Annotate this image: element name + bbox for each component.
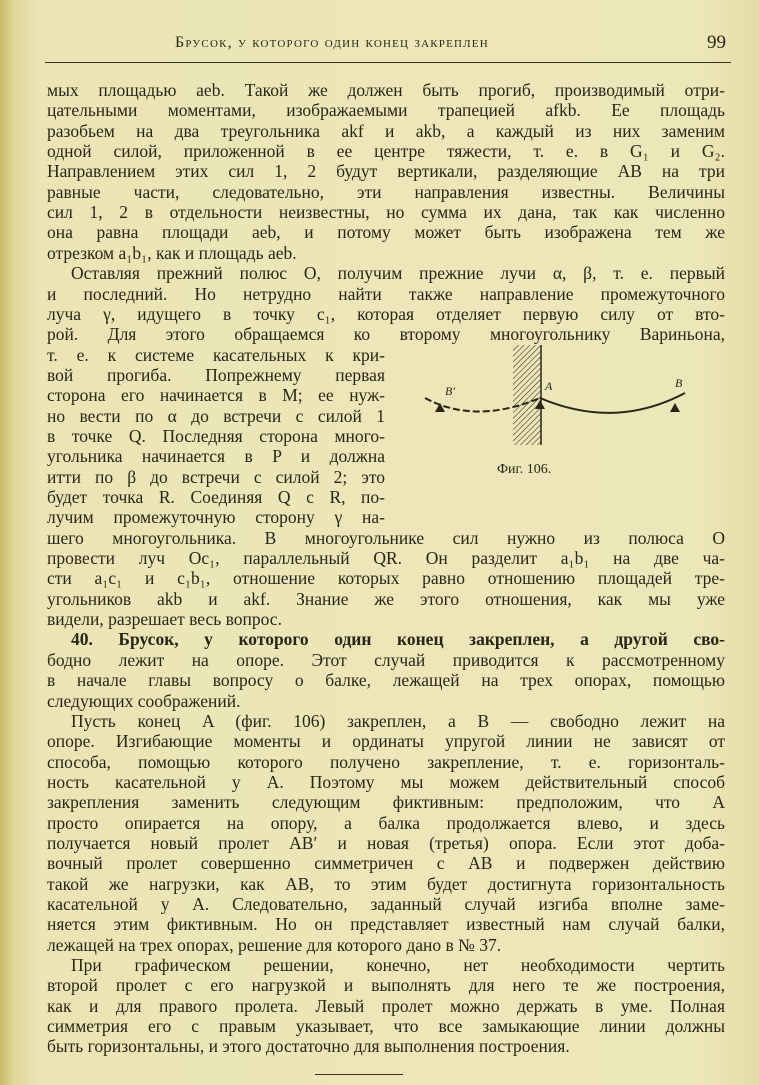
text-line: лучим промежуточную сторону γ на- <box>47 507 385 528</box>
label-a: A <box>545 379 553 393</box>
text-line: симметрия его с правым указывает, что все замыкающие линии должны <box>47 1016 725 1037</box>
text-line: способа, помощью которого получено закрепление, т. е. горизонталь- <box>47 751 725 772</box>
label-b-prime: B′ <box>445 384 455 398</box>
text-line: вой прогиба. Попрежнему первая <box>47 364 385 385</box>
figure-106-beam-diagram <box>415 335 715 485</box>
figure-caption: Фиг. 106. <box>497 462 552 477</box>
text-line: опоре. Изгибающие моменты и ординаты упругой линии не зависят от <box>47 731 725 752</box>
text-line: угольников akb и akf. Знание же этого отношения, как мы уже <box>47 588 725 609</box>
text-line: получается новый пролет AB′ и новая (третья) опора. Если этот доба- <box>47 832 725 853</box>
text-line: 40. Брусок, у которого один конец закреплен, а другой сво- <box>71 629 725 650</box>
text-line: быть горизонтальны, и этого достаточно для выполнения построения. <box>47 1036 570 1057</box>
text-line: равные части, следовательно, эти направления известны. Величины <box>47 181 725 202</box>
end-rule <box>315 1074 403 1075</box>
text-line: При графическом решении, конечно, нет необходимости чертить <box>71 955 725 976</box>
elastic-line-curve <box>540 393 685 413</box>
text-line: но вести по α до встречи с силой 1 <box>47 405 385 426</box>
text-line: следующих соображений. <box>47 690 241 711</box>
label-b: B <box>675 376 683 390</box>
text-line: шего многоугольника. В многоугольнике сил нужно из полюса O <box>47 527 725 548</box>
text-line: цательными моментами, изображаемыми трапецией afkb. Ее площадь <box>47 100 725 121</box>
text-line: угольника начинается в P и должна <box>47 446 385 467</box>
text-line: в начале главы вопросу о балке, лежащей на трех опорах, помощью <box>47 670 725 691</box>
text-line: Оставляя прежний полюс O, получим прежние лучи α, β, т. е. первый <box>71 263 725 284</box>
text-line: закрепления заменить следующим фиктивным: предположим, что A <box>47 792 725 813</box>
text-line: и последний. Но нетрудно найти также направление промежуточного <box>47 283 725 304</box>
running-header-title: Брусок, у которого один конец закреплен <box>175 34 489 51</box>
header-rule <box>45 62 731 63</box>
text-line: она равна площади aeb, и потому может быть изображена тем же <box>47 222 725 243</box>
text-line: сторона его начинается в M; ее нуж- <box>47 385 385 406</box>
text-line: ность касательной у A. Поэтому мы можем действительный способ <box>47 771 725 792</box>
text-line: провести луч Oc₁, параллельный QR. Он разделит a₁b₁ на две ча- <box>47 548 725 569</box>
text-line: бодно лежит на опоре. Этот случай приводится к рассмотренному <box>47 649 725 670</box>
text-line: одной силой, приложенной в ее центре тяжести, т. е. в G₁ и G₂. <box>47 141 725 162</box>
text-line: в точке Q. Последняя сторона много- <box>47 425 385 446</box>
text-line: лежащей на трех опорах, решение для которого дано в № 37. <box>47 934 502 955</box>
text-line: сти a₁c₁ и c₁b₁, отношение которых равно отношению площадей тре- <box>47 568 725 589</box>
text-line: такой же нагрузки, как AB, то этим будет достигнута горизонтальность <box>47 873 725 894</box>
text-line: няется этим фиктивным. Но он представляет известный нам случай балки, <box>47 914 725 935</box>
support-b-icon <box>670 403 680 412</box>
text-line: Направлением этих сил 1, 2 будут вертикали, разделяющие AB на три <box>47 161 725 182</box>
text-line: вочный пролет совершенно симметричен с AB и подвержен действию <box>47 853 725 874</box>
text-line: как и для правого пролета. Левый пролет можно держать в уме. Полная <box>47 995 725 1016</box>
text-line: рой. Для этого обращаемся ко второму многоугольнику Вариньона, <box>47 324 725 345</box>
text-line: луча γ, идущего в точку c₁, которая отделяет первую силу от вто- <box>47 303 725 324</box>
text-line: будет точка R. Соединяя Q с R, по- <box>47 487 385 507</box>
text-line: отрезком a₁b₁, как и площадь aeb. <box>47 242 297 263</box>
running-header <box>45 34 730 58</box>
text-line: разобьем на два треугольника akf и akb, а каждый из них заменим <box>47 120 725 141</box>
fixed-wall <box>513 345 541 445</box>
text-line: итти по β до встречи с силой 2; это <box>47 466 385 487</box>
text-line: сил 1, 2 в отдельности неизвестны, но сумма их дана, так как численно <box>47 202 725 223</box>
text-line: второй пролет с его нагрузкой и выполнять для него те же построения, <box>47 975 725 996</box>
text-line: видели, разрешает весь вопрос. <box>47 609 282 630</box>
page-number: 99 <box>707 32 726 53</box>
text-line: Пусть конец A (фиг. 106) закреплен, а B — свободно лежит на <box>71 710 725 731</box>
text-line: просто опирается на опору, а балка продолжается влево, и здесь <box>47 812 725 833</box>
text-line: мых площадью aeb. Такой же должен быть прогиб, производимый отри- <box>47 80 725 100</box>
text-line: т. е. к системе касательных к кри- <box>47 344 385 365</box>
text-line: касательной у A. Следовательно, заданный случай изгиба вполне заме- <box>47 894 725 914</box>
